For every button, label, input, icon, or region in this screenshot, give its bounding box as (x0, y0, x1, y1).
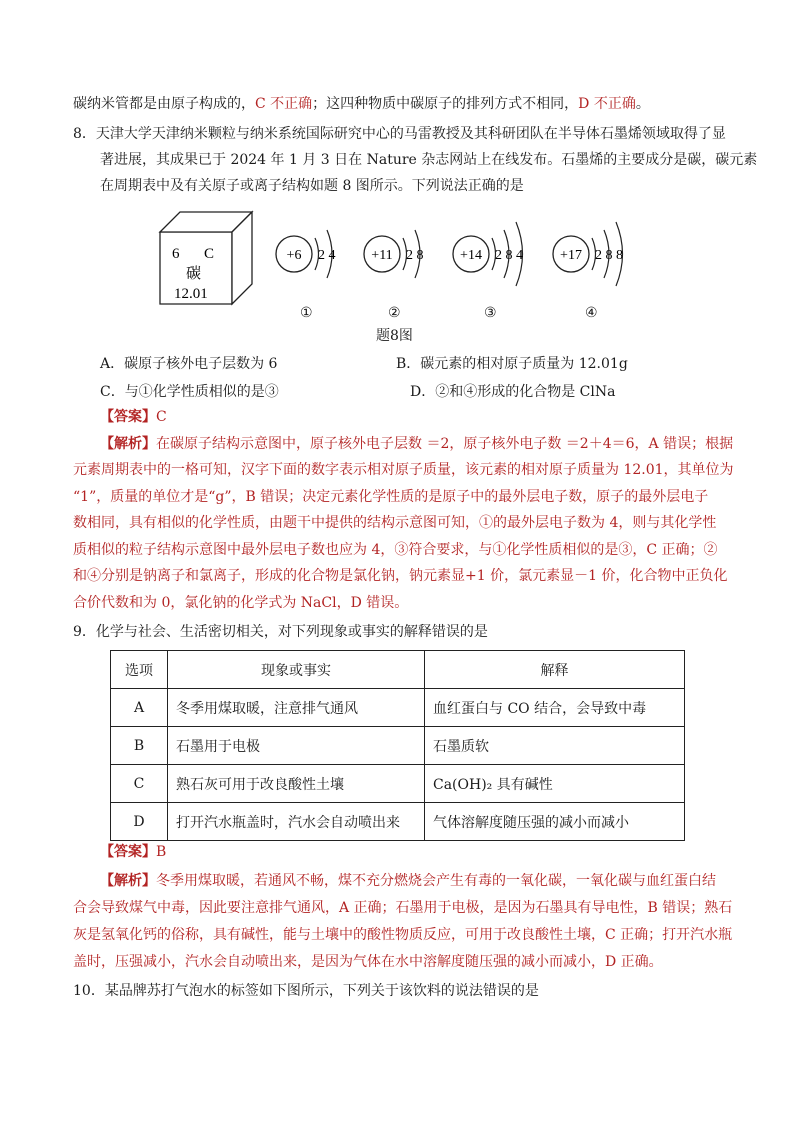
atom-structure-2 (362, 210, 447, 305)
q8-analysis-line: 数相同，具有相似的化学性质，由题干中提供的结构示意图可知，①的最外层电子数为 4，则与其化学性 (73, 515, 717, 531)
q9-analysis-line: 灰是氢氧化钙的俗称，具有碱性，能与土壤中的酸性物质反应，可用于改良酸性土壤，C 正确；打开汽水瓶 (73, 927, 733, 943)
table-row (111, 689, 685, 727)
electron-counts: 2 8 8 (595, 248, 623, 263)
prev-tail-text-4: D 不正确 (578, 96, 636, 112)
answer-value: C (156, 409, 167, 425)
answer-label: 【答案】 (100, 844, 156, 860)
q8-analysis-line: 和④分别是钠离子和氯离子，形成的化合物是氯化钠，钠元素显+1 价，氯元素显－1 价，化合物中正负化 (73, 568, 728, 584)
atom-label-4: ④ (585, 305, 598, 321)
table-cell: 石墨用于电极 (168, 727, 425, 765)
electron-counts: 2 4 (318, 248, 336, 263)
electron-counts: 2 8 (406, 248, 424, 263)
table-cell: 石墨质软 (425, 727, 685, 765)
nucleus-charge: +6 (286, 248, 302, 263)
electron-counts: 2 8 4 (495, 248, 523, 263)
analysis-text: 冬季用煤取暖，若通风不畅，煤不充分燃烧会产生有毒的一氧化碳，一氧化碳与血红蛋白结 (156, 873, 716, 889)
table-header: 解释 (425, 651, 685, 689)
figure-caption: 题8图 (376, 328, 413, 344)
q9-analysis-line: 盖时，压强减小，汽水会自动喷出来，是因为气体在水中溶解度随压强的减小而减小，D 正确。 (73, 954, 663, 970)
atom-label-3: ③ (484, 305, 497, 321)
table-cell: A (111, 689, 168, 727)
table-cell: B (111, 727, 168, 765)
q8-stem-line1: 8．天津大学天津纳米颗粒与纳米系统国际研究中心的马雷教授及其科研团队在半导体石墨烯领域取得了显 (73, 126, 726, 142)
table-cell: 气体溶解度随压强的减小而减小 (425, 803, 685, 841)
q8-answer (100, 407, 167, 427)
q8-analysis-line: 质相似的粒子结构示意图中最外层电子数也应为 4，③符合要求，与①化学性质相似的是③，C 正确；② (73, 542, 718, 558)
table-cell: C (111, 765, 168, 803)
table-cell: 打开汽水瓶盖时，汽水会自动喷出来 (168, 803, 425, 841)
prev-tail-text-2: C 不正确 (255, 96, 313, 112)
table-header: 选项 (111, 651, 168, 689)
atom-structure-3 (451, 210, 546, 305)
q8-stem-line3: 在周期表中及有关原子或离子结构如题 8 图所示。下列说法正确的是 (100, 178, 524, 194)
q8-option-d: D．②和④形成的化合物是 ClNa (410, 384, 616, 400)
q9-analysis-line (100, 871, 716, 891)
table-row (111, 765, 685, 803)
prev-tail-text-5: 。 (635, 96, 650, 112)
atom-structure-4 (551, 210, 646, 305)
cube-element-name: 碳 (186, 264, 202, 282)
q8-option-c: C．与①化学性质相似的是③ (100, 384, 279, 400)
q8-option-b: B．碳元素的相对原子质量为 12.01g (396, 356, 628, 372)
prev-answer-tail (73, 94, 650, 114)
table-cell: D (111, 803, 168, 841)
nucleus-charge: +11 (371, 248, 393, 263)
table-row (111, 727, 685, 765)
analysis-text: 在碳原子结构示意图中，原子核外电子层数 ＝2，原子核外电子数 ＝2＋4＝6，A 错误；根据 (156, 436, 734, 452)
prev-tail-text-1: 碳纳米管都是由原子构成的， (73, 96, 255, 112)
table-header-row (111, 651, 685, 689)
analysis-label: 【解析】 (100, 873, 156, 889)
cube-atomic-mass: 12.01 (174, 286, 208, 302)
atom-structure-1 (274, 210, 354, 305)
atom-label-2: ② (388, 305, 401, 321)
table-cell: 冬季用煤取暖，注意排气通风 (168, 689, 425, 727)
cube-atomic-number: 6 (172, 246, 180, 262)
nucleus-charge: +14 (460, 248, 482, 263)
q8-analysis-line: “1”，质量的单位才是“g”，B 错误；决定元素化学性质的是原子中的最外层电子数，原子的最外层电子 (73, 489, 709, 505)
q8-analysis-line: 合价代数和为 0，氯化钠的化学式为 NaCl，D 错误。 (73, 595, 409, 611)
q9-analysis-line: 合会导致煤气中毒，因此要注意排气通风，A 正确；石墨用于电极，是因为石墨具有导电性，B 错误；熟石 (73, 900, 733, 916)
answer-label: 【答案】 (100, 409, 156, 425)
q8-analysis-line: 元素周期表中的一格可知，汉字下面的数字表示相对原子质量，该元素的相对原子质量为 12.01，其单位为 (73, 462, 734, 478)
table-cell: 血红蛋白与 CO 结合，会导致中毒 (425, 689, 685, 727)
nucleus-charge: +17 (560, 248, 582, 263)
analysis-label: 【解析】 (100, 436, 156, 452)
table-cell: Ca(OH)₂ 具有碱性 (425, 765, 685, 803)
q9-stem: 9．化学与社会、生活密切相关，对下列现象或事实的解释错误的是 (73, 624, 488, 640)
table-cell: 熟石灰可用于改良酸性土壤 (168, 765, 425, 803)
element-cube (158, 210, 254, 306)
q9-answer (100, 842, 166, 862)
table-row (111, 803, 685, 841)
q9-table (110, 650, 685, 841)
q10-stem: 10．某品牌苏打气泡水的标签如下图所示，下列关于该饮料的说法错误的是 (73, 983, 539, 999)
q8-option-a: A．碳原子核外电子层数为 6 (100, 356, 278, 372)
q8-analysis-line (100, 434, 733, 454)
atom-label-1: ① (300, 305, 313, 321)
table-header: 现象或事实 (168, 651, 425, 689)
prev-tail-text-3: ；这四种物质中碳原子的排列方式不相同， (312, 96, 579, 112)
answer-value: B (156, 844, 167, 860)
q8-stem-line2: 著进展，其成果已于 2024 年 1 月 3 日在 Nature 杂志网站上在线发布。石墨烯的主要成分是碳，碳元素 (100, 152, 758, 168)
cube-symbol: C (204, 246, 215, 262)
